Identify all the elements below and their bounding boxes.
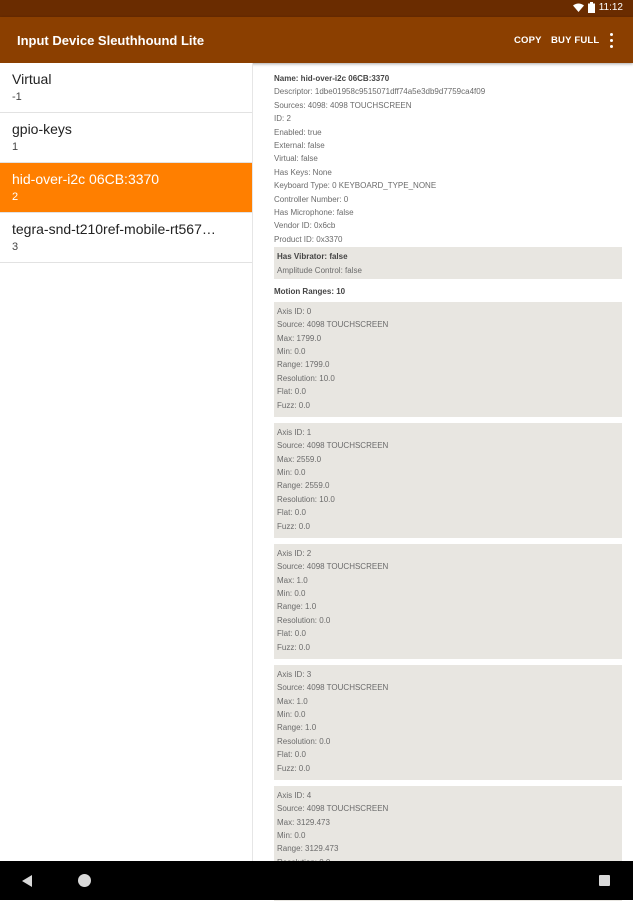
detail-virtual: Virtual: false [274, 154, 318, 164]
detail-keyboard-type: Keyboard Type: 0 KEYBOARD_TYPE_NONE [274, 181, 437, 191]
axes-list [274, 302, 622, 901]
axis-flat: Flat: 0.0 [277, 629, 306, 639]
status-time: 11:12 [598, 2, 623, 13]
device-name: hid-over-i2c 06CB:3370 [12, 171, 160, 187]
axis-resolution: Resolution: 10.0 [277, 494, 335, 504]
axis-fuzz: Fuzz: 0.0 [277, 521, 310, 531]
axis-id: Axis ID: 1 [277, 427, 312, 437]
axis-id: Axis ID: 0 [277, 306, 312, 316]
axis-min: Min: 0.0 [277, 830, 306, 840]
axis-flat: Flat: 0.0 [277, 387, 306, 397]
axis-box [274, 665, 622, 780]
axis-max: Max: 1.0 [277, 696, 308, 706]
axis-id: Axis ID: 2 [277, 548, 312, 558]
axis-flat: Flat: 0.0 [277, 508, 306, 518]
detail-descriptor: Descriptor: 1dbe01958c9515071dff74a5e3db9d7759ca4f09 [274, 87, 486, 97]
detail-name: Name: hid-over-i2c 06CB:3370 [274, 74, 390, 83]
device-item[interactable] [0, 113, 252, 163]
battery-icon [588, 2, 595, 13]
axis-id: Axis ID: 4 [277, 790, 312, 800]
detail-has-vibrator: Has Vibrator: false [277, 252, 348, 262]
device-id: 3 [12, 241, 19, 253]
axis-box [274, 302, 622, 417]
app-bar [0, 17, 633, 63]
device-item-selected[interactable] [0, 163, 252, 213]
device-id: 1 [12, 141, 19, 153]
axis-range: Range: 2559.0 [277, 481, 330, 491]
axis-min: Min: 0.0 [277, 346, 306, 356]
axis-source: Source: 4098 TOUCHSCREEN [277, 441, 389, 451]
axis-source: Source: 4098 TOUCHSCREEN [277, 804, 389, 814]
device-detail-panel[interactable] [274, 72, 622, 861]
detail-sources: Sources: 4098: 4098 TOUCHSCREEN [274, 100, 412, 110]
axis-fuzz: Fuzz: 0.0 [277, 642, 310, 652]
device-list [0, 63, 253, 861]
axis-resolution: Resolution: 0.0 [277, 736, 331, 746]
back-icon[interactable] [22, 875, 32, 887]
home-icon[interactable] [78, 874, 91, 887]
axis-source: Source: 4098 TOUCHSCREEN [277, 562, 389, 572]
axis-range: Range: 1799.0 [277, 360, 330, 370]
axis-box [274, 544, 622, 659]
wifi-icon [573, 3, 584, 12]
axis-source: Source: 4098 TOUCHSCREEN [277, 320, 389, 330]
axis-max: Max: 1799.0 [277, 333, 322, 343]
detail-id: ID: 2 [274, 114, 291, 124]
detail-enabled: Enabled: true [274, 127, 322, 137]
axis-resolution: Resolution: 10.0 [277, 373, 335, 383]
device-name: gpio-keys [12, 121, 72, 137]
detail-external: External: false [274, 141, 325, 151]
axis-id: Axis ID: 3 [277, 669, 312, 679]
detail-product-id: Product ID: 0x3370 [274, 234, 343, 244]
axis-range: Range: 1.0 [277, 723, 317, 733]
buy-full-button[interactable]: BUY FULL [551, 35, 600, 46]
axis-max: Max: 2559.0 [277, 454, 322, 464]
more-vert-icon[interactable] [604, 30, 618, 50]
axis-box [274, 423, 622, 538]
axis-source: Source: 4098 TOUCHSCREEN [277, 683, 389, 693]
detail-controller-number: Controller Number: 0 [274, 194, 349, 204]
detail-has-keys: Has Keys: None [274, 167, 332, 177]
axis-resolution: Resolution: 0.0 [277, 615, 331, 625]
recents-icon[interactable] [599, 875, 610, 886]
device-item[interactable] [0, 213, 252, 263]
axis-fuzz: Fuzz: 0.0 [277, 400, 310, 410]
detail-has-microphone: Has Microphone: false [274, 208, 354, 218]
axis-fuzz: Fuzz: 0.0 [277, 763, 310, 773]
vibrator-box [274, 247, 622, 279]
axis-min: Min: 0.0 [277, 709, 306, 719]
device-item[interactable] [0, 63, 252, 113]
device-id: 2 [12, 191, 19, 203]
device-id: -1 [12, 91, 22, 103]
detail-vendor-id: Vendor ID: 0x6cb [274, 221, 336, 231]
axis-flat: Flat: 0.0 [277, 750, 306, 760]
status-bar [0, 0, 633, 17]
axis-min: Min: 0.0 [277, 467, 306, 477]
copy-button[interactable]: COPY [514, 35, 542, 46]
app-title: Input Device Sleuthhound Lite [17, 33, 205, 48]
motion-ranges-header: Motion Ranges: 10 [274, 287, 346, 297]
axis-range: Range: 3129.473 [277, 844, 339, 854]
navigation-bar [0, 861, 633, 900]
axis-range: Range: 1.0 [277, 602, 317, 612]
detail-amplitude-control: Amplitude Control: false [277, 265, 362, 275]
axis-max: Max: 1.0 [277, 575, 308, 585]
device-name: Virtual [12, 71, 52, 87]
axis-max: Max: 3129.473 [277, 817, 330, 827]
device-name: tegra-snd-t210ref-mobile-rt567… [12, 221, 216, 237]
axis-min: Min: 0.0 [277, 588, 306, 598]
